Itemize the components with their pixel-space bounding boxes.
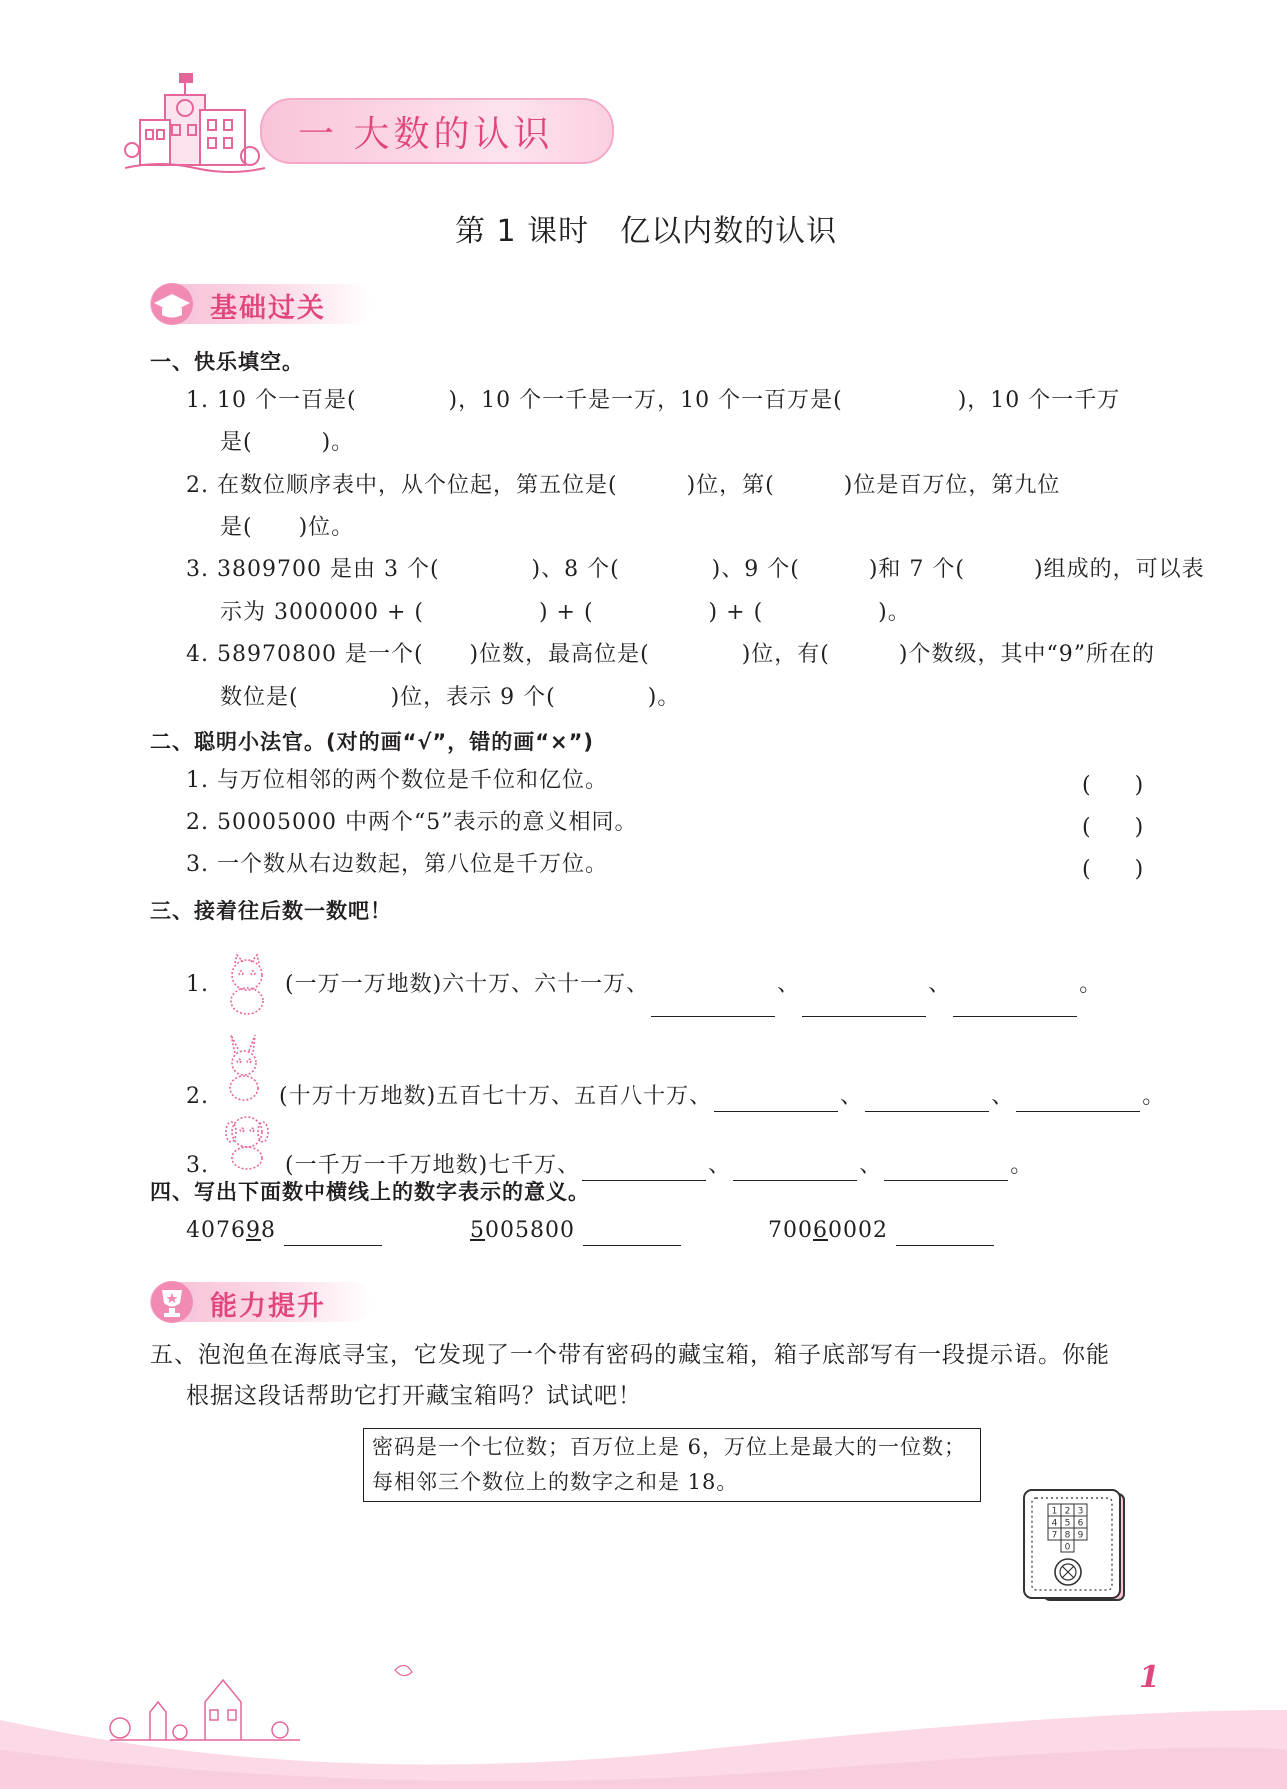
number-part: 4076 xyxy=(186,1218,246,1243)
count-blank[interactable] xyxy=(733,1158,857,1181)
part5-heading-line2: 根据这段话帮助它打开藏宝箱吗？试试吧！ xyxy=(186,1383,642,1409)
question-2-line1: 2. 在数位顺序表中，从个位起，第五位是( )位，第( )位是百万位，第九位 xyxy=(186,473,1061,498)
castle-icon xyxy=(110,1680,300,1740)
puppy-icon xyxy=(217,1110,277,1172)
separator: 、 xyxy=(840,1084,864,1109)
judge-answer-3[interactable]: ( ) xyxy=(1082,857,1144,882)
part2-heading: 二、聪明小法官。(对的画“√”，错的画“×”) xyxy=(150,730,595,754)
keypad-key: 8 xyxy=(1064,1530,1071,1541)
question-1-line2: 是( )。 xyxy=(220,430,355,455)
separator: 、 xyxy=(777,972,801,997)
count-blank[interactable] xyxy=(884,1158,1008,1181)
part4-heading: 四、写出下面数中横线上的数字表示的意义。 xyxy=(150,1180,590,1204)
separator: 、 xyxy=(991,1084,1015,1109)
count-item-3 xyxy=(186,1110,1033,1181)
hint-line1: 密码是一个七位数；百万位上是 6，万位上是最大的一位数； xyxy=(372,1435,967,1459)
underlined-digit: 5 xyxy=(470,1218,485,1243)
number-part: 700 xyxy=(768,1218,813,1243)
question-3-line1: 3. 3809700 是由 3 个( )、8 个( )、9 个( )和 7 个( )组成的，可以表 xyxy=(186,557,1205,582)
count-item-text: (十万十万地数)五百七十万、五百八十万、 xyxy=(279,1084,713,1109)
meaning-blank[interactable] xyxy=(284,1223,382,1246)
keypad-key: 5 xyxy=(1064,1518,1071,1529)
number-part: 0002 xyxy=(828,1218,888,1243)
meaning-item-2 xyxy=(470,1216,681,1246)
question-1-line1: 1. 10 个一百是( )，10 个一千是一万，10 个一百万是( )，10 个一千万 xyxy=(186,388,1121,413)
question-4-line1: 4. 58970800 是一个( )位数，最高位是( )位，有( )个数级，其中“9”所在的 xyxy=(186,642,1155,667)
count-blank[interactable] xyxy=(1016,1089,1140,1112)
judge-answer-2[interactable]: ( ) xyxy=(1082,815,1144,840)
rabbit-icon xyxy=(217,1033,271,1103)
keypad-key: 9 xyxy=(1077,1530,1084,1541)
treasure-safe-icon xyxy=(1018,1488,1134,1606)
section-title-basic: 基础过关 xyxy=(210,293,326,324)
count-item-1 xyxy=(186,953,1102,1017)
question-4-line2: 数位是( )位，表示 9 个( )。 xyxy=(220,685,681,710)
cat-icon xyxy=(217,953,277,1017)
number-part: 8 xyxy=(261,1218,276,1243)
separator: 、 xyxy=(928,972,952,997)
count-item-number: 2. xyxy=(186,1084,209,1109)
keypad-key: 3 xyxy=(1077,1506,1084,1517)
count-item-number: 1. xyxy=(186,972,209,997)
period: 。 xyxy=(1010,1153,1034,1178)
bottom-wave-decoration xyxy=(0,1640,1287,1789)
count-blank[interactable] xyxy=(582,1158,706,1181)
meaning-item-1 xyxy=(186,1216,382,1246)
count-blank[interactable] xyxy=(953,994,1077,1017)
underlined-digit: 9 xyxy=(246,1218,261,1243)
part5-heading-line1: 五、泡泡鱼在海底寻宝，它发现了一个带有密码的藏宝箱，箱子底部写有一段提示语。你能 xyxy=(150,1342,1110,1368)
judge-item-3: 3. 一个数从右边数起，第八位是千万位。 xyxy=(186,852,608,877)
part1-heading: 一、快乐填空。 xyxy=(150,350,304,374)
judge-item-1: 1. 与万位相邻的两个数位是千位和亿位。 xyxy=(186,768,608,793)
number-part: 005800 xyxy=(485,1218,575,1243)
keypad-key: 4 xyxy=(1051,1518,1058,1529)
school-building-icon xyxy=(120,70,270,180)
graduation-cap-icon xyxy=(146,281,198,327)
meaning-item-3 xyxy=(768,1216,994,1246)
count-item-number: 3. xyxy=(186,1153,209,1178)
count-item-text: (一万一万地数)六十万、六十一万、 xyxy=(285,972,650,997)
hint-box xyxy=(363,1428,981,1502)
chapter-banner xyxy=(120,70,620,180)
underlined-digit: 6 xyxy=(813,1218,828,1243)
trophy-icon xyxy=(146,1279,198,1325)
page-number: 1 xyxy=(1139,1660,1160,1695)
count-item-text: (一千万一千万地数)七千万、 xyxy=(285,1153,581,1178)
keypad-key: 2 xyxy=(1064,1506,1071,1517)
separator: 、 xyxy=(859,1153,883,1178)
count-item-2 xyxy=(186,1033,1165,1112)
hint-line2: 每相邻三个数位上的数字之和是 18。 xyxy=(372,1470,739,1494)
judge-answer-1[interactable]: ( ) xyxy=(1082,773,1144,798)
period: 。 xyxy=(1079,972,1103,997)
keypad-key: 6 xyxy=(1077,1518,1084,1529)
count-blank[interactable] xyxy=(714,1089,838,1112)
count-blank[interactable] xyxy=(651,994,775,1017)
period: 。 xyxy=(1142,1084,1166,1109)
question-2-line2: 是( )位。 xyxy=(220,515,355,540)
question-3-line2: 示为 3000000 + ( ) + ( ) + ( )。 xyxy=(220,600,911,625)
separator: 、 xyxy=(708,1153,732,1178)
section-title-ability: 能力提升 xyxy=(210,1291,326,1322)
keypad-key: 0 xyxy=(1064,1542,1071,1553)
meaning-blank[interactable] xyxy=(896,1223,994,1246)
lesson-title: 第 1 课时 亿以内数的认识 xyxy=(455,214,838,249)
keypad-key: 7 xyxy=(1051,1530,1058,1541)
leaf-icon xyxy=(395,1665,412,1675)
count-blank[interactable] xyxy=(802,994,926,1017)
count-blank[interactable] xyxy=(865,1089,989,1112)
keypad-key: 1 xyxy=(1051,1506,1058,1517)
part3-heading: 三、接着往后数一数吧！ xyxy=(150,899,392,923)
judge-item-2: 2. 50005000 中两个“5”表示的意义相同。 xyxy=(186,810,638,835)
meaning-blank[interactable] xyxy=(583,1223,681,1246)
chapter-title: 一 大数的认识 xyxy=(298,114,554,155)
